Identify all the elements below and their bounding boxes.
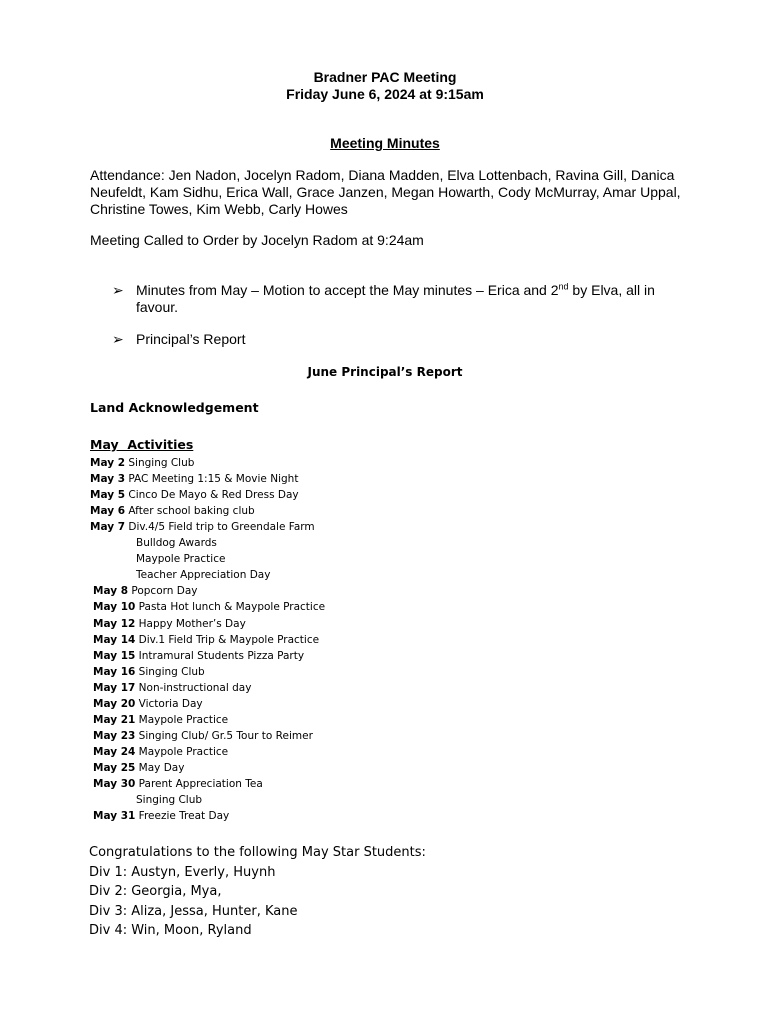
activity-row (93, 617, 246, 631)
meeting-date: Friday June 6, 2024 at 9:15am (286, 86, 484, 102)
activity-row (93, 745, 228, 759)
activity-date: May 21 (93, 713, 136, 726)
activity-row (136, 536, 217, 550)
activity-row (93, 809, 229, 823)
attendance-paragraph: Attendance: Jen Nadon, Jocelyn Radom, Diana Madden, Elva Lottenbach, Ravina Gill, Danica Neufeldt, Kam Sidhu, Erica Wall, Grace Janzen, Megan Howarth, Cody McMurray, Amar Uppal, Christine Towes, Kim Webb, Carly Howes (90, 167, 681, 217)
activity-date: May 8 (93, 585, 129, 598)
activity-text: Singing Club (136, 794, 203, 807)
activities-heading: May Activities (90, 437, 194, 452)
activity-date: May 2 (90, 457, 126, 469)
activity-text: Div.4/5 Field trip to Greendale Farm (125, 521, 315, 534)
activity-row (93, 600, 325, 614)
activity-row (93, 777, 263, 791)
arrow-bullet-icon: ➢ (112, 331, 124, 347)
star-students-line: Div 3: Aliza, Jessa, Hunter, Kane (89, 903, 298, 919)
bullet-minutes-text: Minutes from May – Motion to accept the May minutes – Erica and 2nd by Elva, all in favour. (136, 281, 655, 315)
activity-text: Victoria Day (135, 697, 203, 710)
activity-row (93, 665, 205, 679)
activity-date: May 10 (93, 601, 136, 614)
activity-row (93, 713, 228, 727)
star-students-line: Div 2: Georgia, Mya, (89, 884, 222, 899)
activity-text: Cinco De Mayo & Red Dress Day (125, 489, 299, 502)
report-title: June Principal’s Report (307, 365, 463, 379)
activity-row (93, 584, 197, 598)
activity-row (136, 552, 225, 566)
activity-date: May 3 (90, 473, 126, 486)
activity-text: Intramural Students Pizza Party (135, 649, 305, 662)
activity-text: After school baking club (125, 505, 255, 518)
activity-date: May 6 (90, 505, 126, 518)
activity-text: Happy Mother’s Day (135, 617, 246, 630)
activity-row (93, 633, 319, 647)
activity-text: Maypole Practice (136, 553, 226, 566)
activity-text: Singing Club (125, 457, 195, 469)
activity-text: Singing Club (135, 665, 205, 678)
activity-row (93, 681, 251, 695)
activity-text: Maypole Practice (135, 713, 229, 726)
activity-text: Teacher Appreciation Day (136, 569, 271, 582)
activity-text: Bulldog Awards (136, 537, 217, 550)
bullet-principal-text: Principal’s Report (136, 331, 246, 347)
bullet-minutes (112, 282, 672, 316)
activity-row (93, 761, 184, 775)
meeting-title: Bradner PAC Meeting (313, 69, 457, 85)
activity-row (90, 456, 194, 470)
activity-text: Popcorn Day (128, 585, 198, 598)
star-students-line: Div 1: Austyn, Everly, Huynh (89, 864, 276, 880)
activity-date: May 15 (93, 649, 136, 662)
activity-row (90, 472, 298, 486)
star-students-line: Div 4: Win, Moon, Ryland (89, 923, 252, 938)
activity-date: May 7 (90, 521, 126, 534)
star-students-heading: Congratulations to the following May Star Students: (89, 845, 426, 860)
activity-text: Div.1 Field Trip & Maypole Practice (135, 633, 320, 646)
activity-date: May 16 (93, 665, 136, 678)
activity-date: May 30 (93, 778, 136, 790)
minutes-heading: Meeting Minutes (330, 135, 440, 151)
activity-date: May 23 (93, 729, 136, 742)
activity-row (93, 697, 203, 711)
arrow-bullet-icon: ➢ (112, 282, 124, 298)
activity-text: Freezie Treat Day (135, 810, 230, 823)
activity-text: PAC Meeting 1:15 & Movie Night (125, 473, 299, 486)
activity-text: Singing Club/ Gr.5 Tour to Reimer (135, 729, 313, 742)
activity-date: May 24 (93, 745, 136, 758)
activity-text: Maypole Practice (135, 745, 229, 758)
activity-date: May 17 (93, 681, 136, 694)
activity-row (90, 504, 255, 518)
activity-text: Pasta Hot lunch & Maypole Practice (135, 601, 326, 614)
activity-date: May 31 (93, 810, 136, 823)
activity-row (93, 729, 313, 743)
activity-date: May 12 (93, 617, 136, 630)
activity-text: Parent Appreciation Tea (135, 778, 263, 790)
activity-row (90, 520, 315, 534)
land-acknowledgement-heading: Land Acknowledgement (90, 400, 259, 415)
activity-date: May 25 (93, 761, 136, 774)
activity-date: May 5 (90, 489, 126, 502)
activity-text: Non-instructional day (135, 681, 252, 694)
activity-date: May 20 (93, 697, 136, 710)
activity-row (136, 568, 270, 582)
activity-row (136, 793, 202, 807)
activity-row (90, 488, 299, 502)
activity-text: May Day (135, 761, 185, 774)
activity-date: May 14 (93, 633, 136, 646)
bullet-principal-report (112, 331, 672, 348)
called-to-order: Meeting Called to Order by Jocelyn Radom at 9:24am (90, 232, 424, 248)
activity-row (93, 649, 304, 663)
